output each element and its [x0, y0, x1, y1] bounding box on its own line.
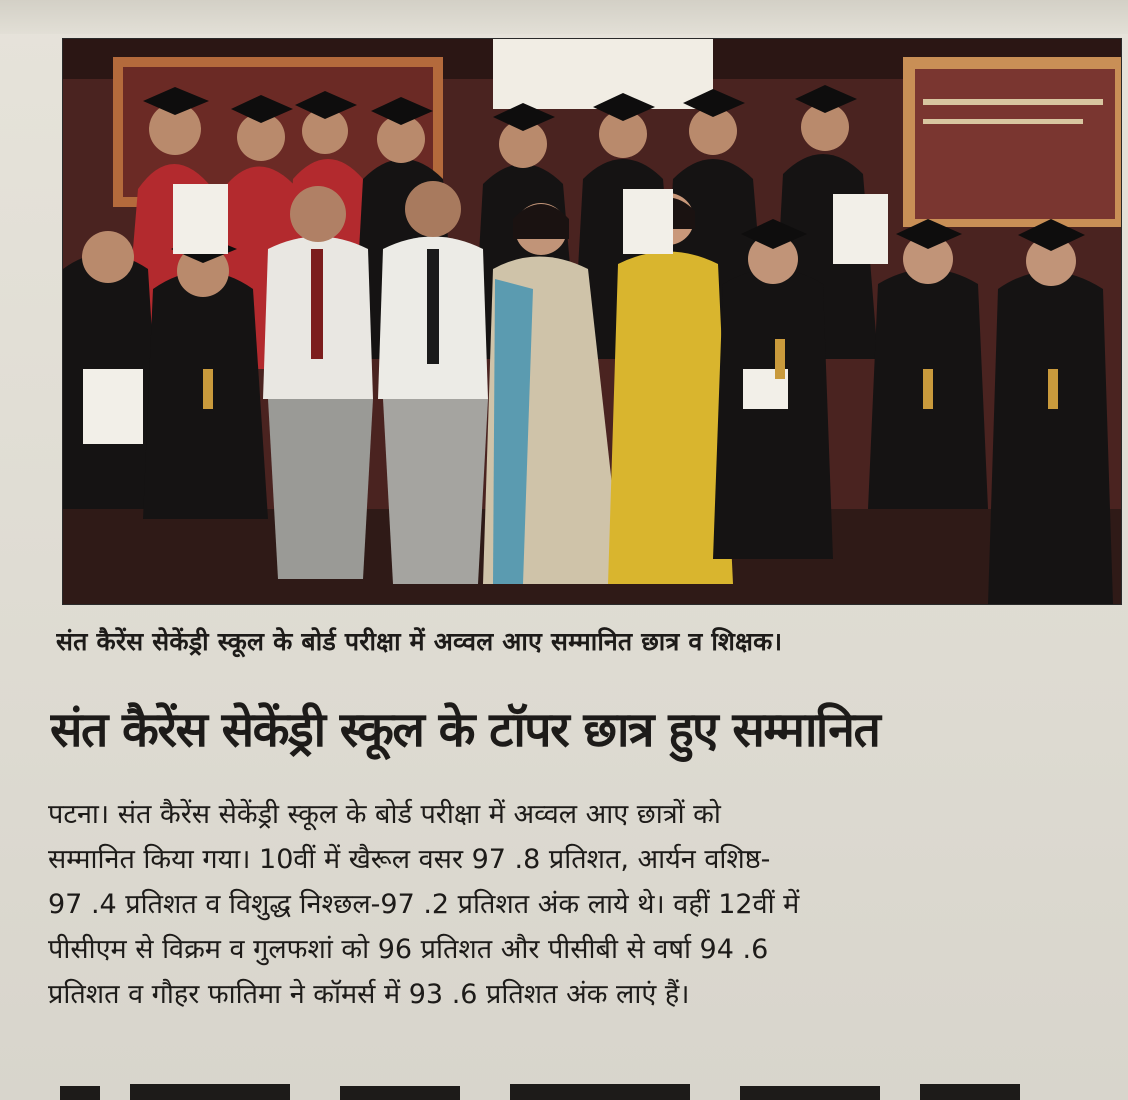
article-body [48, 792, 1048, 1017]
article-line: सम्मानित किया गया। 10वीं में खैरूल वसर 97 .8 प्रतिशत, आर्यन वशिष्ठ- [48, 844, 771, 875]
headline: संत कैरेंस सेकेंड्री स्कूल के टॉपर छात्र हुए सम्मानित [50, 702, 880, 758]
previous-story-strip [0, 0, 1128, 34]
next-story-fragment [40, 1078, 1040, 1100]
photo-caption: संत कैरेंस सेकेंड्री स्कूल के बोर्ड परीक्षा में अव्वल आए सम्मानित छात्र व शिक्षक। [56, 627, 783, 656]
article-line: प्रतिशत व गौहर फातिमा ने कॉमर्स में 93 .6 प्रतिशत अंक लाएं हैं। [48, 979, 690, 1010]
news-photo [62, 38, 1122, 605]
article-line: पटना। संत कैरेंस सेकेंड्री स्कूल के बोर्ड परीक्षा में अव्वल आए छात्रों को [48, 799, 721, 830]
article-line: 97 .4 प्रतिशत व विशुद्ध निश्छल-97 .2 प्रतिशत अंक लाये थे। वहीं 12वीं में [48, 889, 800, 920]
article-line: पीसीएम से विक्रम व गुलफशां को 96 प्रतिशत और पीसीबी से वर्षा 94 .6 [48, 934, 769, 965]
